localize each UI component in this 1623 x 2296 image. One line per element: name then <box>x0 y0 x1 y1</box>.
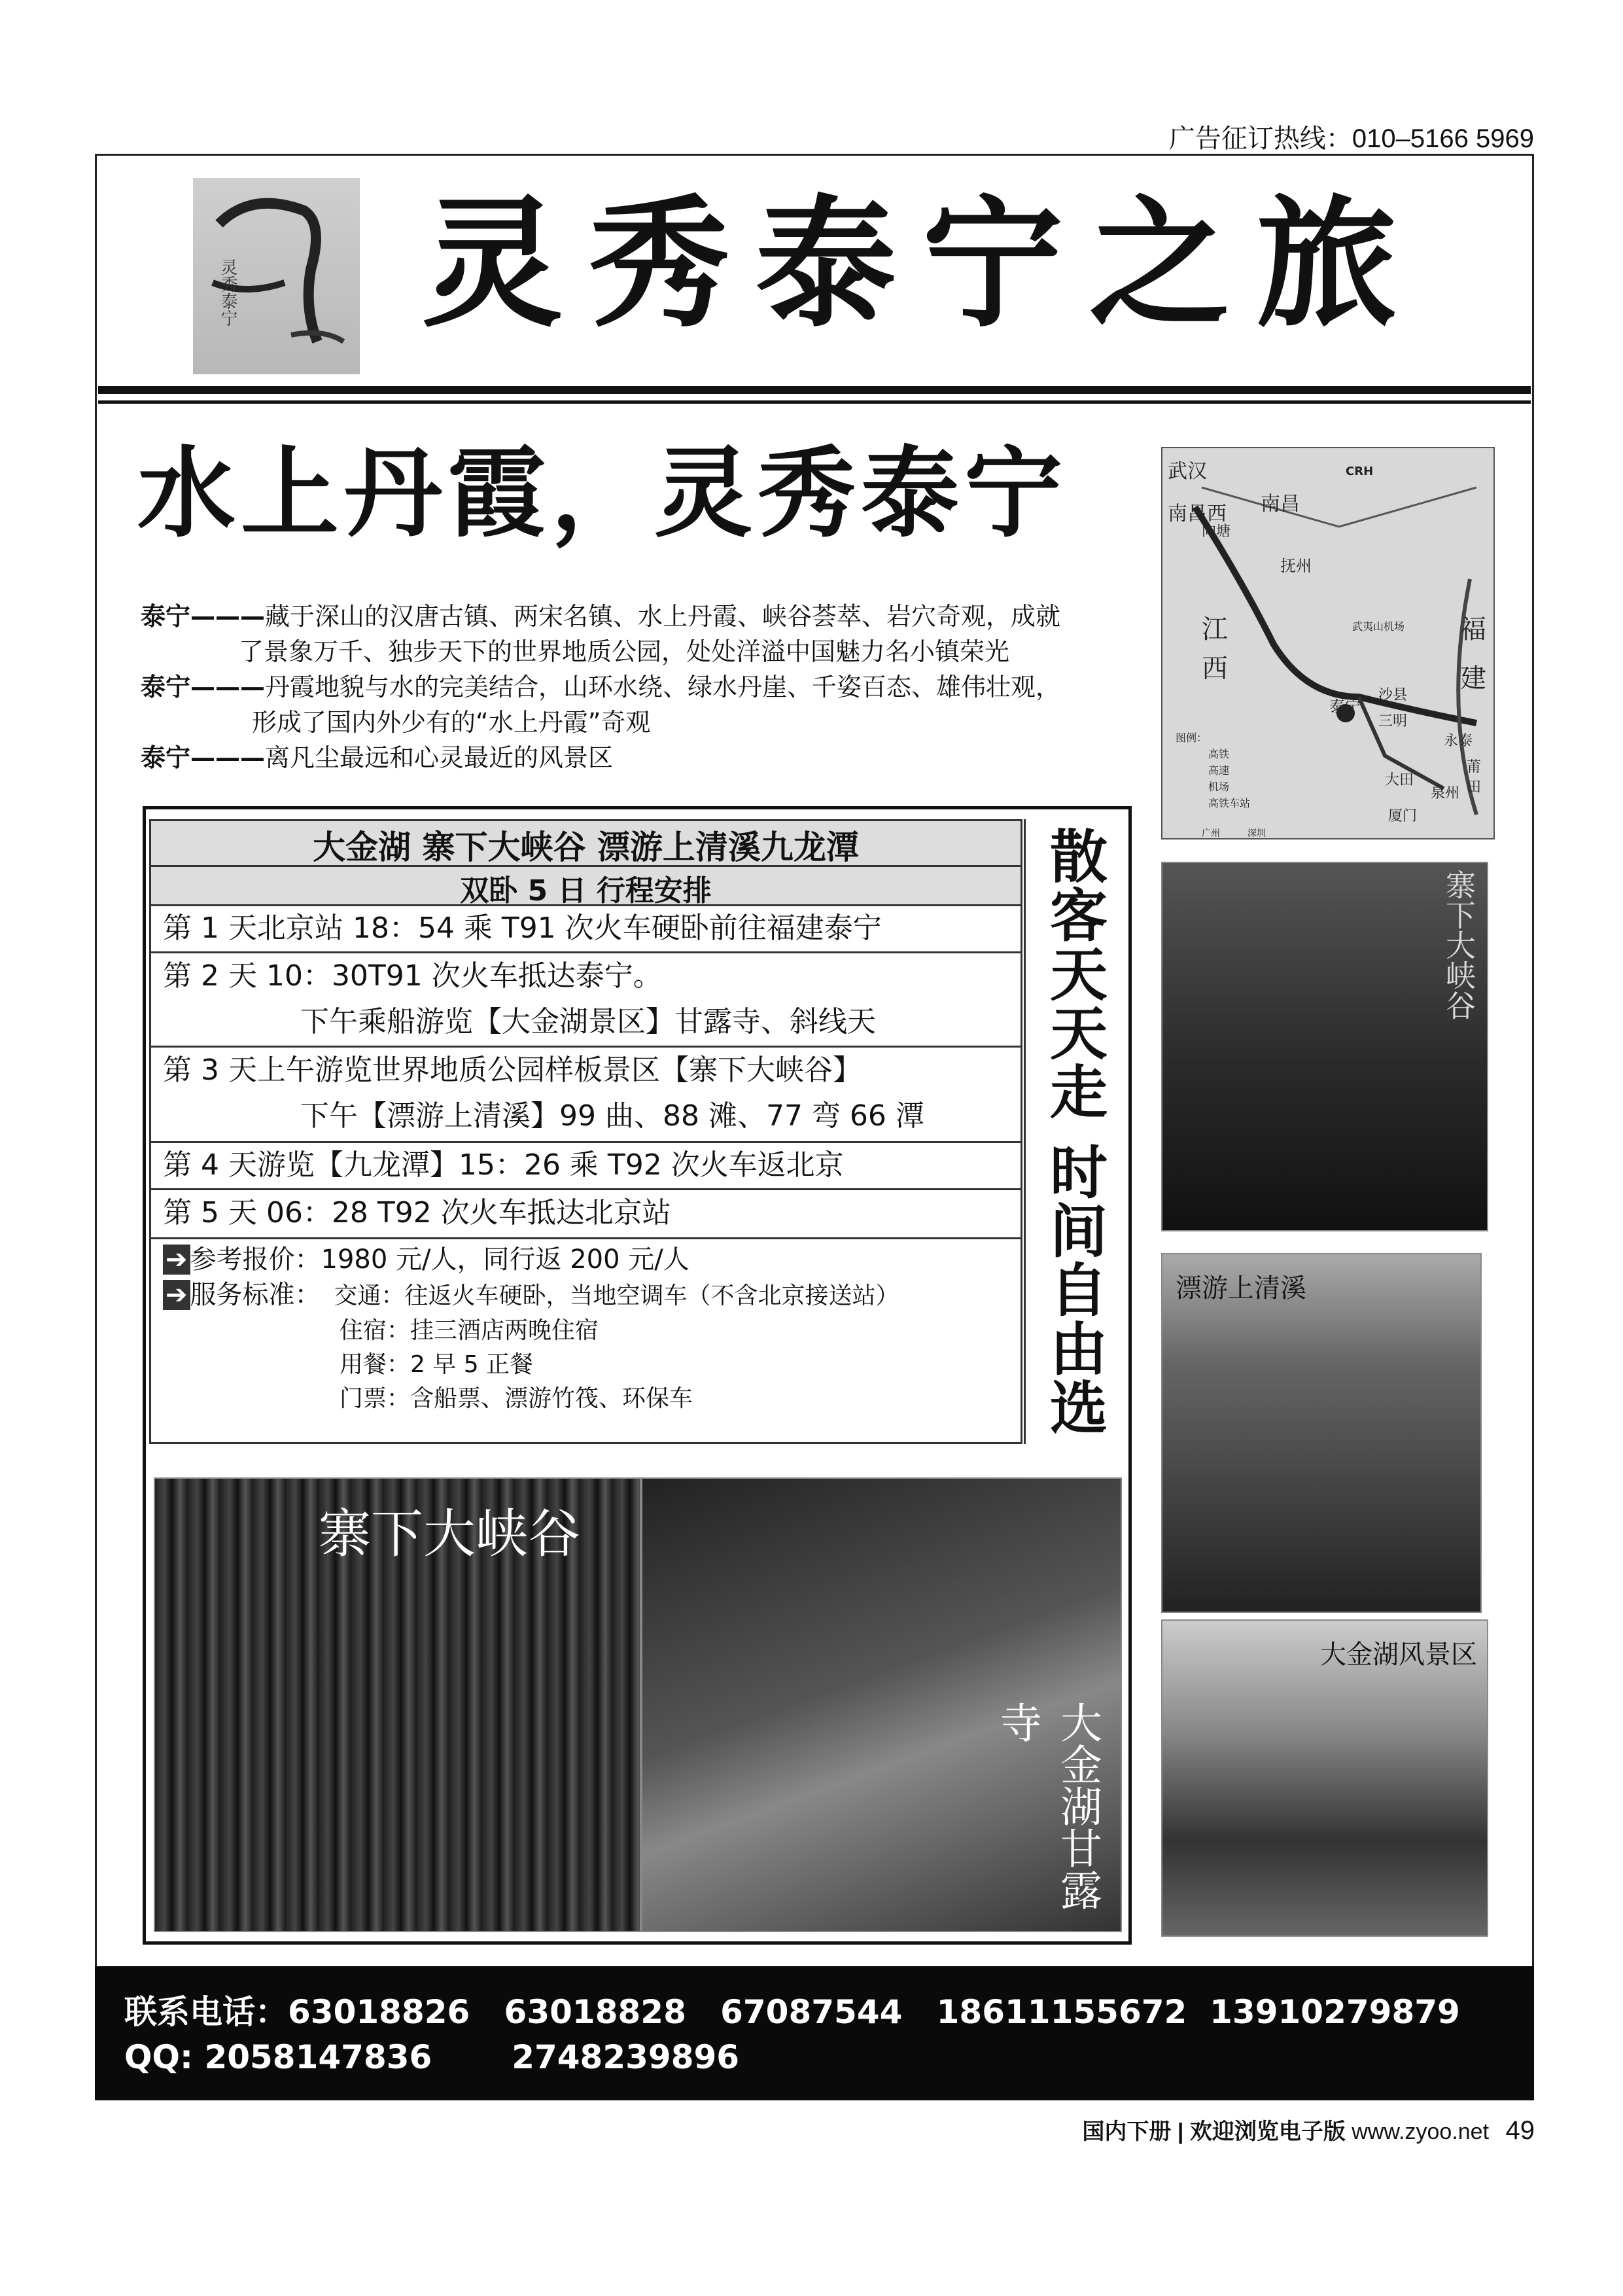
itinerary-details: ➔ 参考报价：1980 元/人，同行返 200 元/人 ➔ 服务标准： 交通：往返火车硬卧，当地空调车（不含北京接送站） 住宿：挂三酒店两晚住宿 用餐：2 早 5 正餐 门票：含船票、漂游竹筏、环保车 <box>151 1239 1021 1446</box>
title-rule <box>98 386 1531 394</box>
map-label: 建 <box>1460 663 1486 694</box>
side-slogan: 散客天天走 时间自由选 <box>1024 819 1125 1444</box>
map-label: 南昌西 <box>1168 503 1227 525</box>
route-map <box>1161 447 1495 839</box>
map-label: 武汉 <box>1168 460 1207 483</box>
photo-bamboo <box>154 1477 641 1932</box>
intro-item: 泰宁———离凡尘最远和心灵最近的风景区 <box>141 743 614 772</box>
page-number: 49 <box>1505 2116 1535 2145</box>
photo-caption: 大金湖甘露寺 <box>993 1701 1102 1911</box>
intro-item: 泰宁———藏于深山的汉唐古镇、两宋名镇、水上丹霞、峡谷荟萃、岩穴奇观，成就 <box>141 602 1061 631</box>
map-label: 泉州 <box>1431 785 1460 802</box>
photo-caption: 寨下大峡谷 <box>1441 870 1476 1020</box>
map-label: 厦门 <box>1388 808 1418 824</box>
itinerary-day: 第 1 天北京站 18：54 乘 T91 次火车硬卧前往福建泰宁 <box>151 906 1021 953</box>
map-label: 向塘 <box>1202 523 1231 540</box>
map-label: 武夷山机场 <box>1352 620 1405 633</box>
title-rule-thin <box>98 400 1531 404</box>
map-label: 深圳 <box>1248 828 1266 839</box>
itinerary-title: 大金湖 寨下大峡谷 漂游上清溪九龙潭 <box>151 821 1021 867</box>
map-label: 莆田 <box>1467 759 1482 796</box>
map-label: 永泰 <box>1444 733 1473 749</box>
map-label: 三明 <box>1378 713 1408 730</box>
map-legend: 图例： <box>1176 732 1208 744</box>
site-url: www.zyoo.net <box>1352 2119 1490 2144</box>
map-label: 西 <box>1202 654 1228 684</box>
price-line: ➔ 参考报价：1980 元/人，同行返 200 元/人 <box>163 1242 1021 1277</box>
intro-item-cont: 形成了国内外少有的“水上丹霞”奇观 <box>252 708 651 737</box>
headline: 水上丹霞，灵秀泰宁 <box>137 437 1068 551</box>
arrow-icon: ➔ <box>163 1280 190 1310</box>
page-title: 灵秀泰宁之旅 <box>422 181 1423 346</box>
photo-lake <box>1161 1619 1488 1937</box>
photo-rafting <box>1161 1253 1482 1613</box>
intro-text <box>141 599 1142 775</box>
map-label: 抚州 <box>1280 557 1312 575</box>
map-label: 江 <box>1202 614 1228 645</box>
photo-caption: 大金湖风景区 <box>1320 1640 1477 1670</box>
photo-caption: 寨下大峡谷 <box>319 1504 580 1564</box>
map-label: 南昌 <box>1261 493 1300 516</box>
photo-temple <box>641 1477 1122 1932</box>
map-legend: 高铁车站 <box>1208 797 1251 809</box>
map-legend: 高速 <box>1208 764 1230 777</box>
itinerary-subtitle: 双卧 5 日 行程安排 <box>151 867 1021 906</box>
page-footer: 国内下册 | 欢迎浏览电子版 www.zyoo.net 49 <box>1082 2116 1535 2145</box>
contact-phones: 联系电话：63018826 63018828 67087544 18611155672 13910279879 <box>124 1993 1460 2031</box>
intro-item: 泰宁———丹霞地貌与水的完美结合，山环水绕、绿水丹崖、千姿百态、雄伟壮观， <box>141 673 1061 701</box>
service-line: ➔ 服务标准： 交通：往返火车硬卧，当地空调车（不含北京接送站） <box>163 1277 1021 1314</box>
itinerary-day: 第 3 天上午游览世界地质公园样板景区【寨下大峡谷】 下午【漂游上清溪】99 曲、88 滩、77 弯 66 潭 <box>151 1048 1021 1143</box>
intro-item-cont: 了景象万千、独步天下的世界地质公园，处处洋溢中国魅力名小镇荣光 <box>239 637 1010 666</box>
arrow-icon: ➔ <box>163 1245 190 1275</box>
itinerary-table <box>149 819 1022 1444</box>
logo-text: 灵秀泰宁 <box>218 258 237 327</box>
map-legend: 高铁 <box>1208 748 1230 760</box>
itinerary-day: 第 5 天 06：28 T92 次火车抵达北京站 <box>151 1190 1021 1239</box>
contact-bar <box>95 1966 1534 2100</box>
photo-caption: 漂游上清溪 <box>1176 1273 1306 1303</box>
map-label: CRH <box>1346 465 1374 478</box>
map-label: 大田 <box>1385 772 1414 788</box>
map-label: 广州 <box>1202 828 1220 839</box>
contact-qq: QQ: 2058147836 2748239896 <box>124 2038 740 2076</box>
map-legend: 机场 <box>1208 781 1230 793</box>
map-label: 沙县 <box>1378 687 1408 703</box>
itinerary-day: 第 4 天游览【九龙潭】15：26 乘 T92 次火车返北京 <box>151 1143 1021 1190</box>
ad-hotline: 广告征订热线：010–5166 5969 <box>1168 124 1534 153</box>
photo-canyon <box>1161 862 1488 1231</box>
itinerary-day: 第 2 天 10：30T91 次火车抵达泰宁。 下午乘船游览【大金湖景区】甘露寺、斜线天 <box>151 953 1021 1048</box>
map-label: 泰宁 <box>1329 698 1361 716</box>
map-label: 福 <box>1460 614 1486 645</box>
